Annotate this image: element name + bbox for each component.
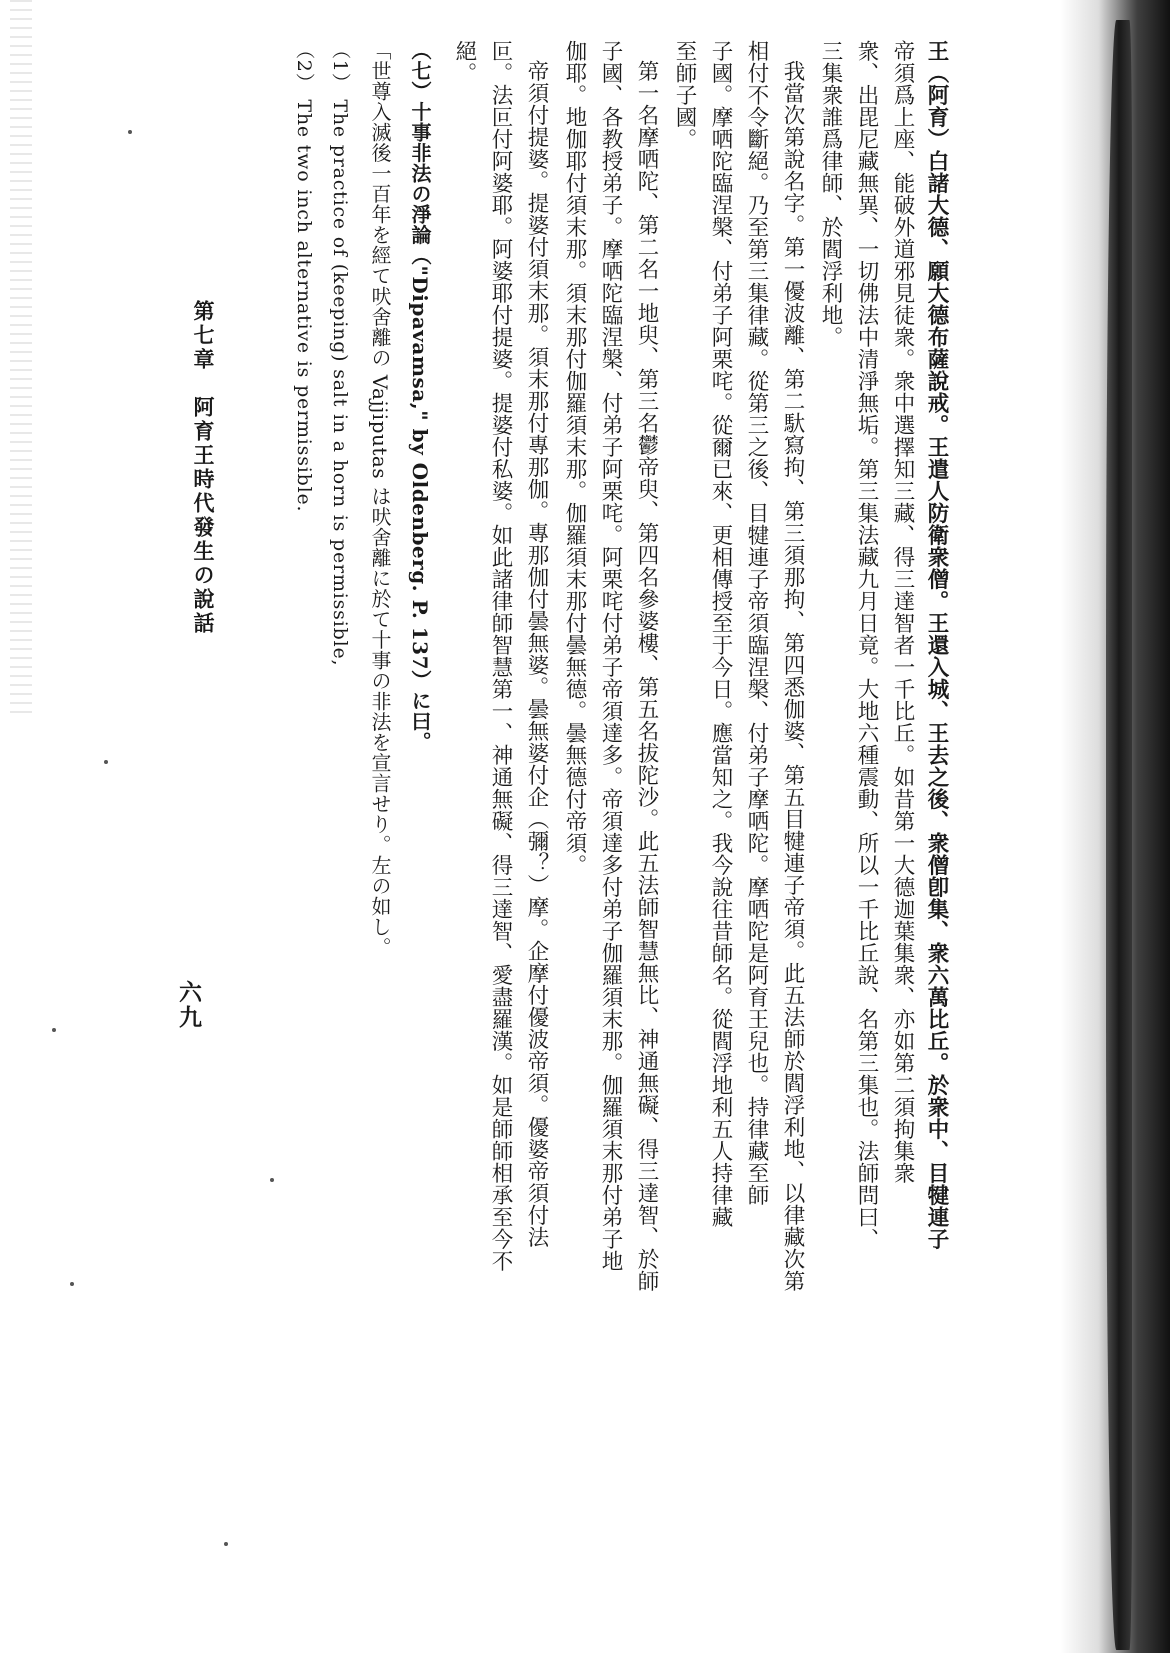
scan-margin-noise xyxy=(10,0,32,720)
text-line-3: 衆、出毘尼藏無異、一切佛法中清淨無垢。第三集法藏九月日竟。大地六種震動、所以一千比丘說、名第三集也。法師問曰、 xyxy=(854,40,879,1250)
text-line-9: 第一名摩哂陀、第二名一地臾、第三名鬱帝臾、第四名參婆樓、第五名拔陀沙。此五法師智慧無比、神通無礙、得三達智、於師 xyxy=(634,60,659,1292)
running-header: 第七章 阿育王時代發生の說話 xyxy=(191,300,216,636)
text-line-8: 至師子國。 xyxy=(672,40,697,150)
text-line-5: 我當次第說名字。第一優波離、第二馱寫拘、第三須那拘、第四悉伽婆、第五目犍連子帝須。此五法師於閻浮利地、以律藏次第 xyxy=(780,60,805,1292)
book-spine xyxy=(1106,20,1132,1650)
text-line-7: 子國。摩哂陀臨涅槃、付弟子阿栗咤。從爾已來、更相傳授至于今日。應當知之。我今說往昔師名。從閻浮地利五人持律藏 xyxy=(708,40,733,1228)
list-item xyxy=(326,40,354,1240)
text-line-4: 三集衆誰爲律師、於閻浮利地。 xyxy=(818,40,843,348)
list-item-number: （1） xyxy=(329,40,351,93)
list-item-text: The practice of (keeping) salt in a horn is permissible, xyxy=(329,99,351,667)
scan-speck xyxy=(270,1178,274,1182)
text-line-10: 子國、各教授弟子。摩哂陀臨涅槃、付弟子阿栗咤。阿栗咤付弟子帝須達多。帝須達多付弟子伽羅須末那。伽羅須末那付弟子地 xyxy=(598,40,623,1272)
scan-speck xyxy=(128,130,132,134)
text-line-11: 伽耶。地伽耶付須末那。須末那付伽羅須末那。伽羅須末那付曇無德。曇無德付帝須。 xyxy=(562,40,587,876)
list-item-number: （2） xyxy=(293,40,315,93)
section-heading: （七）十事非法の淨論（"Dipavamsa," by Oldenberg. P. 137）に曰。 xyxy=(408,40,432,753)
text-line-14: 絕。 xyxy=(452,40,477,84)
text-line-13: 叵。法叵付阿婆耶。阿婆耶付提婆。提婆付私婆。如此諸律師智慧第一、神通無礙、得三達智、愛盡羅漢。如是師師相承至今不 xyxy=(488,40,513,1272)
scan-speck xyxy=(52,1028,56,1032)
scan-speck xyxy=(224,1542,228,1546)
text-line-1: 王（阿育）白諸大德、願大德布薩說戒。王遣人防衛衆僧。王還入城、王去之後、衆僧卽集、衆六萬比丘。於衆中、目犍連子 xyxy=(924,40,949,1250)
section-quote: 「世尊入滅後一百年を經て吠舍離の Vajjiputas は吠舍離に於て十事の非法を宣言せり。左の如し。 xyxy=(368,40,392,958)
text-line-6: 相付不令斷絕。乃至第三集律藏。從第三之後、目犍連子帝須臨涅槃、付弟子摩哂陀。摩哂陀是阿育王兒也。持律藏至師 xyxy=(744,40,769,1206)
list-item xyxy=(290,40,318,1240)
scan-speck xyxy=(104,760,108,764)
scan-speck xyxy=(70,1282,74,1286)
list-item-text: The two inch alternative is permissible. xyxy=(293,99,315,513)
page-number: 六九 xyxy=(175,980,202,1030)
text-line-2: 帝須爲上座、能破外道邪見徒衆。衆中選擇知三藏、得三達智者一千比丘。如昔第一大德迦葉集衆、亦如第二須拘集衆 xyxy=(890,40,915,1184)
text-line-12: 帝須付提婆。提婆付須末那。須末那付專那伽。專那伽付曇無婆。曇無婆付企（彌？）摩。企摩付優波帝須。優婆帝須付法 xyxy=(524,60,549,1248)
